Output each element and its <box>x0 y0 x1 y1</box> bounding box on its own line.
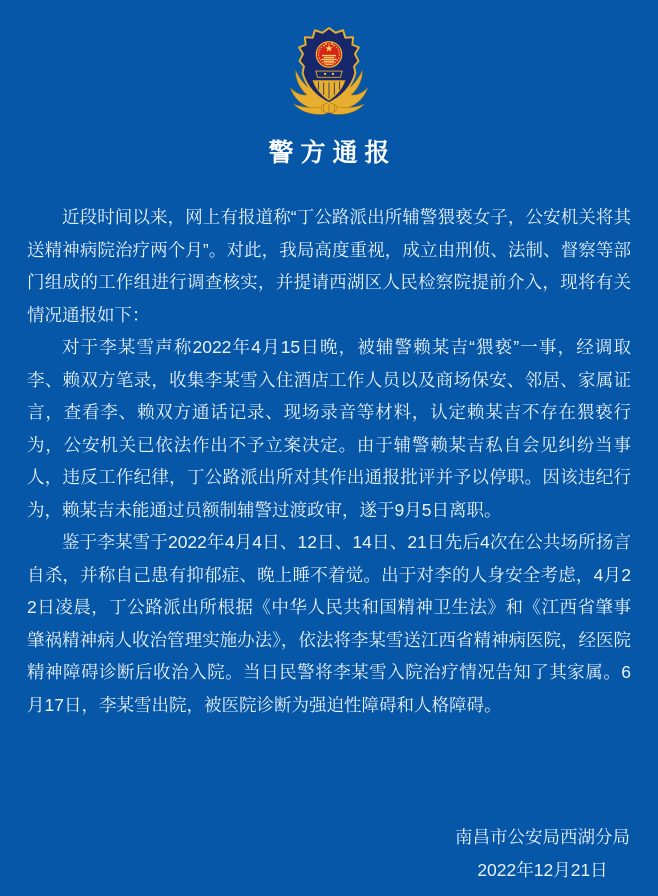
notice-paragraph-2: 对于李某雪声称2022年4月15日晚，被辅警赖某吉“猥亵”一事，经调取李、赖双方笔录，收集李某雪入住酒店工作人员以及商场保安、邻居、家属证言，查看李、赖双方通话记录、现场录音等材料，认定赖某吉不存在猥亵行为，公安机关已依法作出不予立案决定。由于辅警赖某吉私自会见纠纷当事人，违反工作纪律，丁公路派出所对其作出通报批评并予以停职。因该违纪行为，赖某吉未能通过员额制辅警过渡政审，遂于9月5日离职。 <box>27 337 631 520</box>
signature-block <box>0 821 658 887</box>
notice-paragraph-1: 近段时间以来，网上有报道称“丁公路派出所辅警猥亵女子，公安机关将其送精神病院治疗两个月”。对此，我局高度重视，成立由刑侦、法制、督察等部门组成的工作组进行调查核实，并提请西湖区人民检察院提前介入，现将有关情况通报如下： <box>27 207 631 325</box>
signature-date: 2022年12月21日 <box>477 860 608 880</box>
notice-paragraph-3: 鉴于李某雪于2022年4月4日、12日、14日、21日先后4次在公共场所扬言自杀，并称自己患有抑郁症、晚上睡不着觉。出于对李的人身安全考虑，4月22日凌晨，丁公路派出所根据《中华人民共和国精神卫生法》和《江西省肇事肇祸精神病人收治管理实施办法》，依法将李某雪送江西省精神病医院，经医院精神障碍诊断后收治入院。当日民警将李某雪入院治疗情况告知了其家属。6月17日，李某雪出院，被医院诊断为强迫性障碍和人格障碍。 <box>27 532 631 715</box>
notice-title: 警方通报 <box>268 139 397 167</box>
signature-agency: 南昌市公安局西湖分局 <box>455 827 630 847</box>
badge-container <box>0 0 658 118</box>
notice-body <box>27 201 631 721</box>
china-police-emblem-icon <box>285 26 373 118</box>
